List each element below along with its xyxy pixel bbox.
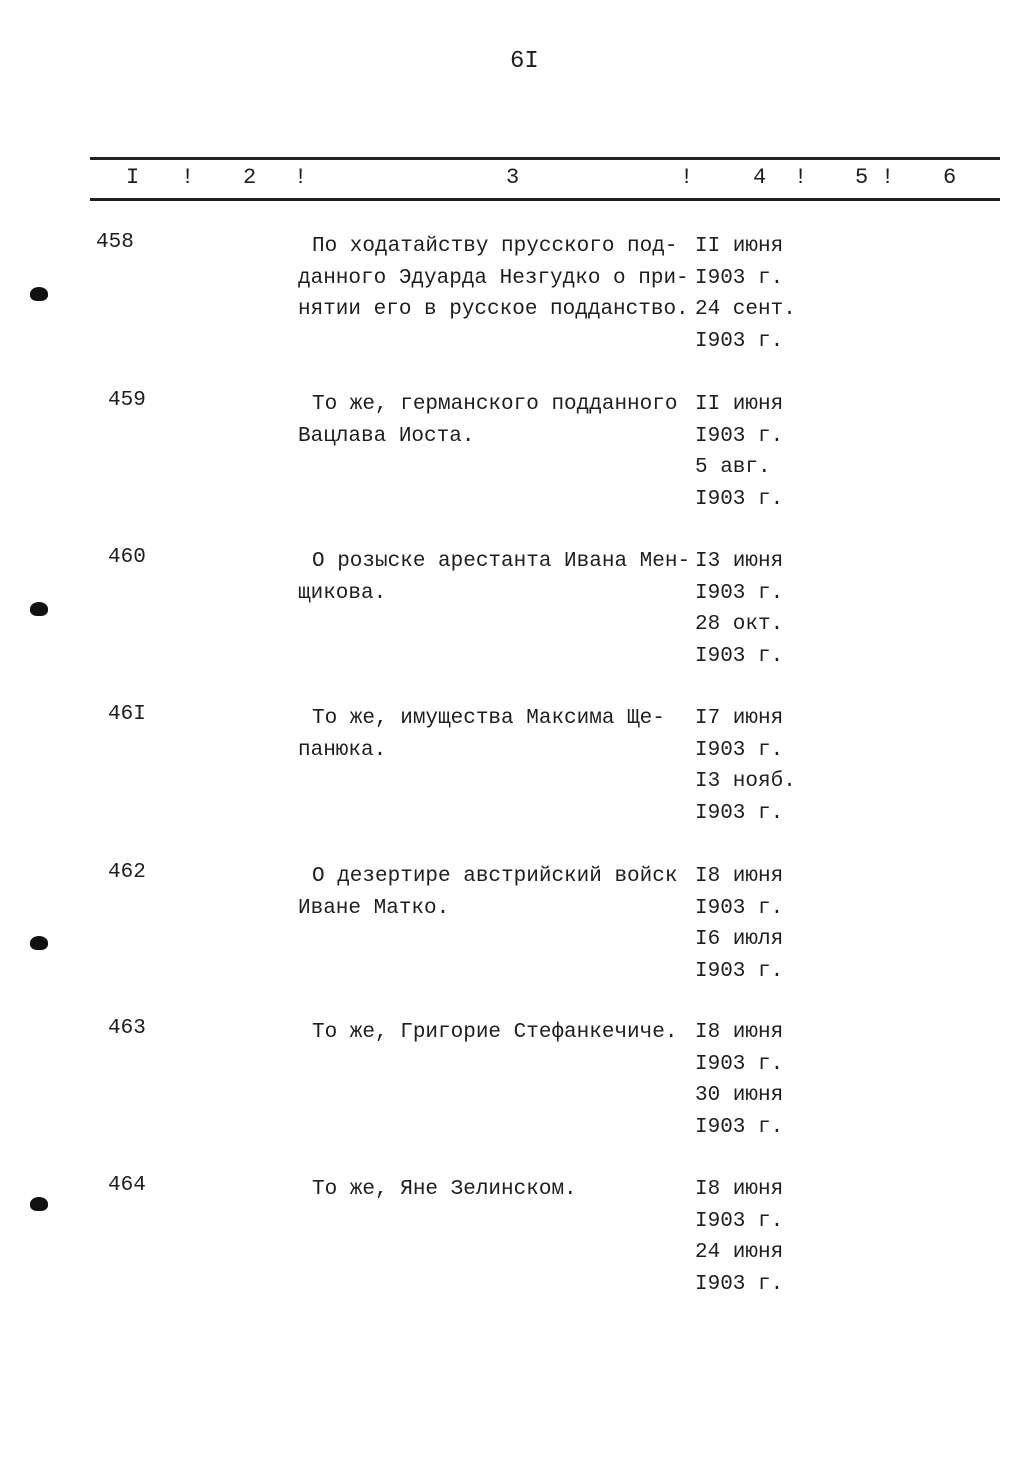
date-line: I903 г.: [695, 801, 784, 825]
date-line: I8 июня: [695, 1178, 784, 1201]
description-line: нятии его в русское подданство.: [298, 298, 689, 321]
date-line: I8 июня: [695, 1021, 784, 1044]
entry-number: 46I: [108, 703, 146, 726]
date-line: I903 г.: [695, 644, 784, 668]
description-line: панюка.: [298, 738, 387, 762]
date-line: I903 г.: [695, 581, 784, 605]
description-line: О розыске арестанта Ивана Мен-: [312, 550, 691, 573]
entry-dates: [695, 546, 783, 672]
date-line: I8 июня: [695, 865, 784, 888]
date-line: I3 июня: [695, 550, 784, 573]
date-line: II июня: [695, 235, 784, 258]
date-line: I903 г.: [695, 1052, 784, 1076]
punch-hole-mark: [30, 287, 48, 301]
entry-description: [298, 703, 665, 766]
date-line: 5 авг.: [695, 456, 771, 479]
date-line: I903 г.: [695, 266, 784, 290]
col-header-1: I: [126, 165, 140, 190]
date-line: I3 нояб.: [695, 770, 796, 793]
entry-description: [298, 861, 677, 924]
date-line: I903 г.: [695, 329, 784, 353]
date-line: II июня: [695, 393, 784, 416]
date-line: I903 г.: [695, 1272, 784, 1296]
date-line: I903 г.: [695, 1115, 784, 1139]
description-line: данного Эдуарда Незгудко о при-: [298, 266, 689, 290]
description-line: О дезертире австрийский войск: [312, 865, 678, 888]
col-header-4: 4: [753, 165, 767, 190]
entry-description: [298, 546, 690, 609]
entry-dates: [695, 1017, 783, 1143]
entry-description: [298, 1017, 677, 1049]
entry-dates: [695, 231, 796, 357]
date-line: I903 г.: [695, 896, 784, 920]
description-line: По ходатайству прусского под-: [312, 235, 678, 258]
date-line: I7 июня: [695, 707, 784, 730]
date-line: I903 г.: [695, 424, 784, 448]
entry-description: [298, 1174, 577, 1206]
col-separator: !: [881, 165, 895, 190]
date-line: I903 г.: [695, 1209, 784, 1233]
col-header-3: 3: [506, 165, 520, 190]
description-line: щикова.: [298, 581, 387, 605]
col-header-5: 5: [855, 165, 869, 190]
entry-dates: [695, 389, 783, 515]
entry-number: 464: [108, 1174, 146, 1197]
entry-description: [298, 389, 677, 452]
page-number: 6I: [510, 48, 539, 75]
punch-hole-mark: [30, 602, 48, 616]
col-header-6: 6: [943, 165, 957, 190]
date-line: I903 г.: [695, 959, 784, 983]
entry-number: 463: [108, 1017, 146, 1040]
entry-dates: [695, 861, 783, 987]
punch-hole-mark: [30, 936, 48, 950]
date-line: 28 окт.: [695, 613, 784, 636]
description-line: Иване Матко.: [298, 896, 450, 920]
description-line: То же, германского подданного: [312, 393, 678, 416]
date-line: I903 г.: [695, 487, 784, 511]
punch-hole-mark: [30, 1197, 48, 1211]
col-header-2: 2: [243, 165, 257, 190]
table-header-rule: [90, 198, 1000, 201]
date-line: 24 сент.: [695, 298, 796, 321]
entry-number: 459: [108, 389, 146, 412]
date-line: I903 г.: [695, 738, 784, 762]
entry-number: 462: [108, 861, 146, 884]
date-line: I6 июля: [695, 928, 784, 951]
col-separator: !: [294, 165, 308, 190]
table-top-rule: [90, 157, 1000, 160]
col-separator: !: [680, 165, 694, 190]
entry-dates: [695, 703, 796, 829]
description-line: Вацлава Иоста.: [298, 424, 475, 448]
entry-dates: [695, 1174, 783, 1300]
date-line: 24 июня: [695, 1241, 784, 1264]
description-line: То же, Григорие Стефанкечиче.: [312, 1021, 678, 1044]
entry-number: 460: [108, 546, 146, 569]
col-separator: !: [181, 165, 195, 190]
description-line: То же, имущества Максима Ще-: [312, 707, 665, 730]
col-separator: !: [794, 165, 808, 190]
entry-description: [298, 231, 689, 326]
description-line: То же, Яне Зелинском.: [312, 1178, 577, 1201]
date-line: 30 июня: [695, 1084, 784, 1107]
entry-number: 458: [96, 231, 134, 254]
